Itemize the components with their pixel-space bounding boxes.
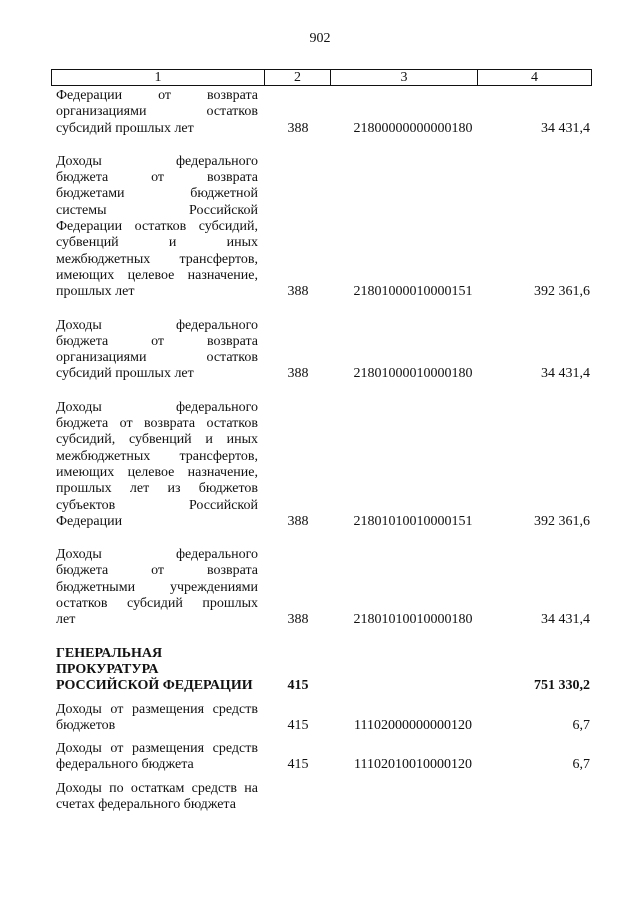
row-description: [56, 646, 258, 695]
description-line: Доходы от размещения средств: [56, 701, 258, 717]
row-description: [56, 741, 258, 774]
description-line: федерального бюджета: [56, 757, 194, 773]
description-line: Доходы по остаткам средств на: [56, 780, 258, 796]
row-classification-code: 21801000010000180: [353, 366, 473, 382]
row-amount: 392 361,6: [534, 284, 590, 300]
description-line: имеющих целевое назначение,: [56, 267, 258, 283]
description-line: субсидий прошлых лет: [56, 120, 194, 136]
table-row: [56, 318, 590, 383]
description-line: Федерации остатков субсидий,: [56, 219, 258, 235]
row-classification-code: 21800000000000180: [353, 120, 473, 136]
description-line: прошлых лет из бюджетов: [56, 481, 258, 497]
description-line: субсидий, субвенций и иных: [56, 432, 258, 448]
header-col-1: 1: [52, 70, 265, 85]
row-classification-code: 21801000010000151: [353, 284, 473, 300]
row-description: [56, 400, 258, 530]
description-line: организациями остатков: [56, 350, 258, 366]
row-admin-code: 388: [287, 120, 309, 136]
description-line: РОССИЙСКОЙ ФЕДЕРАЦИИ: [56, 678, 253, 694]
table-row: [56, 646, 590, 695]
description-line: Доходы федерального: [56, 399, 258, 415]
description-line: Федерации от возврата: [56, 88, 258, 103]
row-description: [56, 88, 258, 137]
description-line: лет: [56, 612, 76, 628]
row-amount: 392 361,6: [534, 513, 590, 529]
description-line: Федерации: [56, 513, 123, 529]
header-col-2: 2: [265, 70, 331, 85]
row-amount: 6,7: [572, 757, 590, 773]
row-classification-code: 21801010010000151: [353, 513, 473, 529]
row-amount: 6,7: [572, 717, 590, 733]
description-line: Доходы от размещения средств: [56, 741, 258, 757]
description-line: организациями остатков: [56, 104, 258, 120]
row-description: [56, 702, 258, 735]
description-line: бюджетными учреждениями: [56, 579, 258, 595]
row-description: [56, 318, 258, 383]
description-line: прошлых лет: [56, 284, 135, 300]
description-line: ПРОКУРАТУРА: [56, 661, 159, 677]
description-line: межбюджетных трансфертов,: [56, 448, 258, 464]
description-line: межбюджетных трансфертов,: [56, 251, 258, 267]
row-admin-code: 388: [287, 284, 309, 300]
row-description: [56, 547, 258, 628]
table-row: [56, 741, 590, 774]
row-admin-code: 415: [287, 717, 309, 733]
description-line: остатков субсидий прошлых: [56, 596, 258, 612]
table-header: [51, 69, 592, 86]
description-line: бюджетов: [56, 717, 116, 733]
description-line: субвенций и иных: [56, 235, 258, 251]
row-amount: 34 431,4: [541, 612, 590, 628]
row-amount: 751 330,2: [534, 678, 590, 694]
description-line: бюджета от возврата: [56, 563, 258, 579]
table-row: [56, 781, 590, 814]
table-row: [56, 400, 590, 530]
table-row: [56, 88, 590, 137]
description-line: субсидий прошлых лет: [56, 366, 194, 382]
description-line: системы Российской: [56, 202, 258, 218]
description-line: ГЕНЕРАЛЬНАЯ: [56, 645, 163, 661]
row-admin-code: 388: [287, 612, 309, 628]
description-line: бюджета от возврата остатков: [56, 416, 258, 432]
description-line: имеющих целевое назначение,: [56, 464, 258, 480]
row-admin-code: 388: [287, 366, 309, 382]
description-line: Доходы федерального: [56, 153, 258, 169]
row-description: [56, 154, 258, 301]
row-admin-code: 388: [287, 513, 309, 529]
description-line: Доходы федерального: [56, 547, 258, 563]
description-line: счетах федерального бюджета: [56, 796, 236, 812]
row-admin-code: 415: [287, 678, 309, 694]
table-body: [56, 88, 590, 813]
row-classification-code: 21801010010000180: [353, 612, 473, 628]
description-line: бюджетами бюджетной: [56, 186, 258, 202]
header-col-4: 4: [531, 70, 538, 85]
description-line: бюджета от возврата: [56, 170, 258, 186]
table-row: [56, 547, 590, 628]
row-amount: 34 431,4: [541, 120, 590, 136]
row-description: [56, 781, 258, 814]
table-row: [56, 154, 590, 301]
row-classification-code: 11102010010000120: [354, 757, 472, 773]
page-number: 902: [309, 31, 331, 46]
description-line: субъектов Российской: [56, 497, 258, 513]
description-line: бюджета от возврата: [56, 333, 258, 349]
row-admin-code: 415: [287, 757, 309, 773]
description-line: Доходы федерального: [56, 317, 258, 333]
row-classification-code: 11102000000000120: [354, 717, 472, 733]
row-amount: 34 431,4: [541, 366, 590, 382]
table-row: [56, 702, 590, 735]
header-col-3: 3: [331, 70, 478, 85]
